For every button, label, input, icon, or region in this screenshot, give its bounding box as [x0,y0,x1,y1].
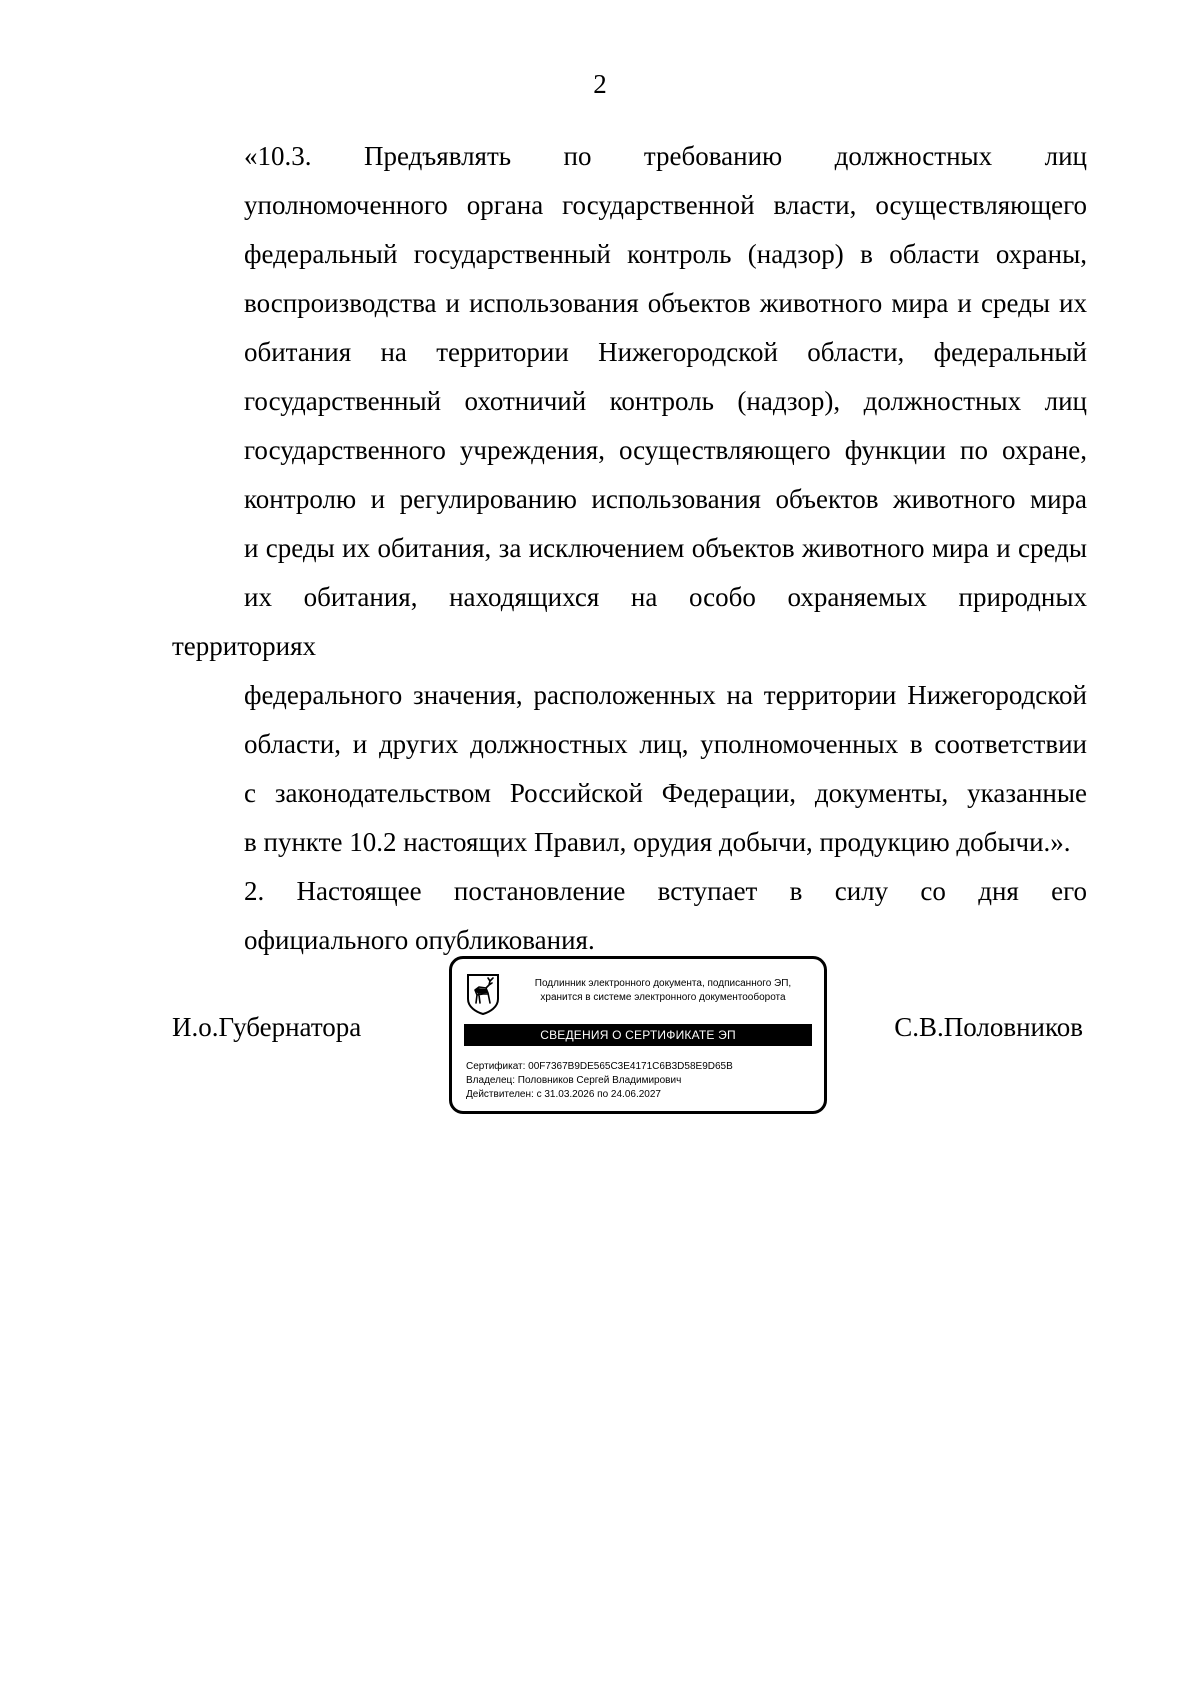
text-line: федерального значения, расположенных на территории Нижегородской [244,680,1087,710]
certificate-details [466,1060,733,1102]
text-line: уполномоченного органа государственной власти, осуществляющего [244,190,1087,220]
text-line: обитания на территории Нижегородской области, федеральный [244,337,1087,367]
document-body [172,132,1087,965]
certificate-number: Сертификат: 00F7367B9DE565C3E4171C6B3D58E9D65B [466,1061,733,1072]
text-line: в пункте 10.2 настоящих Правил, орудия добычи, продукцию добычи.». [244,827,1071,857]
text-line: области, и других должностных лиц, уполномоченных в соответствии [244,729,1087,759]
stamp-header [512,977,814,1005]
text-line: и среды их обитания, за исключением объектов животного мира и среды [244,533,1087,563]
page-number: 2 [593,69,607,99]
text-line: «10.3. Предъявлять по требованию должностных лиц [244,141,1087,171]
stamp-header-line: Подлинник электронного документа, подписанного ЭП, [534,978,792,989]
text-line: их обитания, находящихся на особо охраняемых природных территориях [172,582,1087,661]
signature-block [172,956,1087,1116]
certificate-info-bar: СВЕДЕНИЯ О СЕРТИФИКАТЕ ЭП [464,1024,812,1046]
text-line: 2. Настоящее постановление вступает в силу со дня его [244,876,1087,906]
electronic-signature-stamp [449,956,827,1114]
text-line: государственного учреждения, осуществляющего функции по охране, [244,435,1087,465]
deer-emblem-icon [466,973,500,1015]
text-line: с законодательством Российской Федерации, документы, указанные [244,778,1087,808]
text-line: воспроизводства и использования объектов животного мира и среды их [244,288,1087,318]
signatory-name: С.В.Половников [894,1012,1083,1042]
paragraph-item-10-3 [172,132,1087,867]
certificate-validity: Действителен: с 31.03.2026 по 24.06.2027 [466,1089,661,1100]
text-line: контролю и регулированию использования объектов животного мира [244,484,1087,514]
text-line: официального опубликования. [244,925,595,955]
paragraph-item-2 [172,867,1087,965]
text-line: федеральный государственный контроль (надзор) в области охраны, [244,239,1087,269]
certificate-owner: Владелец: Половников Сергей Владимирович [466,1075,682,1086]
signatory-title: И.о.Губернатора [172,1012,362,1042]
stamp-header-line: хранится в системе электронного документооборота [540,992,786,1003]
text-line: государственный охотничий контроль (надзор), должностных лиц [244,386,1087,416]
